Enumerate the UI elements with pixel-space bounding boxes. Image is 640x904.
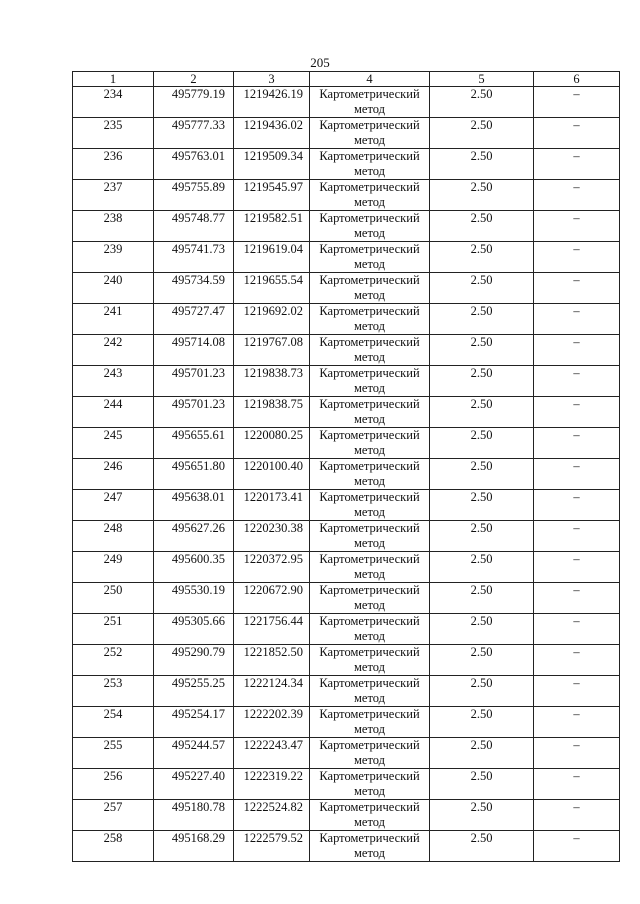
method-cell: Картометрический метод xyxy=(310,397,430,428)
method-cell: Картометрический метод xyxy=(310,583,430,614)
point-number-cell: 235 xyxy=(73,118,154,149)
method-cell: Картометрический метод xyxy=(310,552,430,583)
table-row xyxy=(73,490,620,521)
accuracy-cell: 2.50 xyxy=(430,707,534,738)
point-number-cell: 258 xyxy=(73,831,154,862)
table-row xyxy=(73,273,620,304)
table-row xyxy=(73,738,620,769)
x-coordinate-cell: 495734.59 xyxy=(154,273,234,304)
point-number-cell: 240 xyxy=(73,273,154,304)
y-coordinate-cell: 1219838.75 xyxy=(234,397,310,428)
point-number-cell: 239 xyxy=(73,242,154,273)
accuracy-cell: 2.50 xyxy=(430,397,534,428)
accuracy-cell: 2.50 xyxy=(430,676,534,707)
note-cell: – xyxy=(534,304,620,335)
column-header: 3 xyxy=(234,72,310,87)
accuracy-cell: 2.50 xyxy=(430,521,534,552)
table-row xyxy=(73,676,620,707)
y-coordinate-cell: 1222243.47 xyxy=(234,738,310,769)
table-row xyxy=(73,459,620,490)
point-number-cell: 243 xyxy=(73,366,154,397)
note-cell: – xyxy=(534,800,620,831)
point-number-cell: 247 xyxy=(73,490,154,521)
note-cell: – xyxy=(534,428,620,459)
page-number: 205 xyxy=(310,55,330,70)
x-coordinate-cell: 495741.73 xyxy=(154,242,234,273)
table-row xyxy=(73,242,620,273)
accuracy-cell: 2.50 xyxy=(430,831,534,862)
point-number-cell: 249 xyxy=(73,552,154,583)
point-number-cell: 245 xyxy=(73,428,154,459)
method-cell: Картометрический метод xyxy=(310,676,430,707)
note-cell: – xyxy=(534,149,620,180)
point-number-cell: 251 xyxy=(73,614,154,645)
column-header: 2 xyxy=(154,72,234,87)
x-coordinate-cell: 495638.01 xyxy=(154,490,234,521)
method-cell: Картометрический метод xyxy=(310,87,430,118)
x-coordinate-cell: 495627.26 xyxy=(154,521,234,552)
x-coordinate-cell: 495254.17 xyxy=(154,707,234,738)
method-cell: Картометрический метод xyxy=(310,831,430,862)
accuracy-cell: 2.50 xyxy=(430,118,534,149)
note-cell: – xyxy=(534,366,620,397)
table-row xyxy=(73,118,620,149)
table-row xyxy=(73,335,620,366)
y-coordinate-cell: 1219582.51 xyxy=(234,211,310,242)
note-cell: – xyxy=(534,335,620,366)
note-cell: – xyxy=(534,707,620,738)
method-cell: Картометрический метод xyxy=(310,118,430,149)
point-number-cell: 257 xyxy=(73,800,154,831)
note-cell: – xyxy=(534,87,620,118)
table-row xyxy=(73,428,620,459)
y-coordinate-cell: 1220672.90 xyxy=(234,583,310,614)
y-coordinate-cell: 1219692.02 xyxy=(234,304,310,335)
table-row xyxy=(73,87,620,118)
table-row xyxy=(73,304,620,335)
accuracy-cell: 2.50 xyxy=(430,149,534,180)
note-cell: – xyxy=(534,180,620,211)
method-cell: Картометрический метод xyxy=(310,521,430,552)
table-row xyxy=(73,707,620,738)
method-cell: Картометрический метод xyxy=(310,304,430,335)
column-header: 1 xyxy=(73,72,154,87)
method-cell: Картометрический метод xyxy=(310,614,430,645)
method-cell: Картометрический метод xyxy=(310,273,430,304)
x-coordinate-cell: 495305.66 xyxy=(154,614,234,645)
note-cell: – xyxy=(534,614,620,645)
x-coordinate-cell: 495714.08 xyxy=(154,335,234,366)
column-header: 6 xyxy=(534,72,620,87)
y-coordinate-cell: 1222124.34 xyxy=(234,676,310,707)
y-coordinate-cell: 1222319.22 xyxy=(234,769,310,800)
table-row xyxy=(73,614,620,645)
point-number-cell: 237 xyxy=(73,180,154,211)
method-cell: Картометрический метод xyxy=(310,645,430,676)
table-row xyxy=(73,552,620,583)
accuracy-cell: 2.50 xyxy=(430,459,534,490)
method-cell: Картометрический метод xyxy=(310,335,430,366)
accuracy-cell: 2.50 xyxy=(430,304,534,335)
point-number-cell: 252 xyxy=(73,645,154,676)
accuracy-cell: 2.50 xyxy=(430,614,534,645)
note-cell: – xyxy=(534,397,620,428)
table-row xyxy=(73,149,620,180)
method-cell: Картометрический метод xyxy=(310,769,430,800)
accuracy-cell: 2.50 xyxy=(430,583,534,614)
table-row xyxy=(73,800,620,831)
method-cell: Картометрический метод xyxy=(310,428,430,459)
y-coordinate-cell: 1222524.82 xyxy=(234,800,310,831)
note-cell: – xyxy=(534,676,620,707)
y-coordinate-cell: 1220372.95 xyxy=(234,552,310,583)
note-cell: – xyxy=(534,645,620,676)
y-coordinate-cell: 1219426.19 xyxy=(234,87,310,118)
point-number-cell: 236 xyxy=(73,149,154,180)
accuracy-cell: 2.50 xyxy=(430,645,534,676)
point-number-cell: 256 xyxy=(73,769,154,800)
note-cell: – xyxy=(534,552,620,583)
table-row xyxy=(73,366,620,397)
note-cell: – xyxy=(534,738,620,769)
point-number-cell: 250 xyxy=(73,583,154,614)
column-header: 4 xyxy=(310,72,430,87)
accuracy-cell: 2.50 xyxy=(430,428,534,459)
point-number-cell: 238 xyxy=(73,211,154,242)
note-cell: – xyxy=(534,490,620,521)
method-cell: Картометрический метод xyxy=(310,707,430,738)
note-cell: – xyxy=(534,459,620,490)
note-cell: – xyxy=(534,769,620,800)
x-coordinate-cell: 495755.89 xyxy=(154,180,234,211)
table-header-row xyxy=(73,72,620,87)
table-row xyxy=(73,583,620,614)
note-cell: – xyxy=(534,583,620,614)
accuracy-cell: 2.50 xyxy=(430,738,534,769)
y-coordinate-cell: 1222579.52 xyxy=(234,831,310,862)
accuracy-cell: 2.50 xyxy=(430,366,534,397)
accuracy-cell: 2.50 xyxy=(430,273,534,304)
coordinates-table xyxy=(72,71,620,862)
y-coordinate-cell: 1219838.73 xyxy=(234,366,310,397)
y-coordinate-cell: 1222202.39 xyxy=(234,707,310,738)
x-coordinate-cell: 495701.23 xyxy=(154,397,234,428)
x-coordinate-cell: 495227.40 xyxy=(154,769,234,800)
table-row xyxy=(73,521,620,552)
point-number-cell: 248 xyxy=(73,521,154,552)
note-cell: – xyxy=(534,242,620,273)
y-coordinate-cell: 1221852.50 xyxy=(234,645,310,676)
point-number-cell: 253 xyxy=(73,676,154,707)
accuracy-cell: 2.50 xyxy=(430,490,534,521)
x-coordinate-cell: 495180.78 xyxy=(154,800,234,831)
method-cell: Картометрический метод xyxy=(310,459,430,490)
x-coordinate-cell: 495290.79 xyxy=(154,645,234,676)
method-cell: Картометрический метод xyxy=(310,366,430,397)
method-cell: Картометрический метод xyxy=(310,149,430,180)
table-row xyxy=(73,831,620,862)
x-coordinate-cell: 495779.19 xyxy=(154,87,234,118)
x-coordinate-cell: 495701.23 xyxy=(154,366,234,397)
accuracy-cell: 2.50 xyxy=(430,180,534,211)
point-number-cell: 242 xyxy=(73,335,154,366)
y-coordinate-cell: 1219545.97 xyxy=(234,180,310,211)
point-number-cell: 244 xyxy=(73,397,154,428)
point-number-cell: 246 xyxy=(73,459,154,490)
table-row xyxy=(73,645,620,676)
table-row xyxy=(73,180,620,211)
point-number-cell: 255 xyxy=(73,738,154,769)
x-coordinate-cell: 495777.33 xyxy=(154,118,234,149)
method-cell: Картометрический метод xyxy=(310,738,430,769)
x-coordinate-cell: 495530.19 xyxy=(154,583,234,614)
y-coordinate-cell: 1219655.54 xyxy=(234,273,310,304)
x-coordinate-cell: 495655.61 xyxy=(154,428,234,459)
y-coordinate-cell: 1221756.44 xyxy=(234,614,310,645)
table-body xyxy=(73,87,620,862)
accuracy-cell: 2.50 xyxy=(430,800,534,831)
note-cell: – xyxy=(534,211,620,242)
column-header: 5 xyxy=(430,72,534,87)
x-coordinate-cell: 495651.80 xyxy=(154,459,234,490)
note-cell: – xyxy=(534,118,620,149)
note-cell: – xyxy=(534,831,620,862)
y-coordinate-cell: 1220100.40 xyxy=(234,459,310,490)
accuracy-cell: 2.50 xyxy=(430,335,534,366)
method-cell: Картометрический метод xyxy=(310,800,430,831)
x-coordinate-cell: 495727.47 xyxy=(154,304,234,335)
method-cell: Картометрический метод xyxy=(310,180,430,211)
table-row xyxy=(73,769,620,800)
point-number-cell: 234 xyxy=(73,87,154,118)
accuracy-cell: 2.50 xyxy=(430,87,534,118)
point-number-cell: 254 xyxy=(73,707,154,738)
note-cell: – xyxy=(534,273,620,304)
y-coordinate-cell: 1220173.41 xyxy=(234,490,310,521)
table-row xyxy=(73,211,620,242)
y-coordinate-cell: 1219436.02 xyxy=(234,118,310,149)
x-coordinate-cell: 495168.29 xyxy=(154,831,234,862)
accuracy-cell: 2.50 xyxy=(430,211,534,242)
y-coordinate-cell: 1219619.04 xyxy=(234,242,310,273)
method-cell: Картометрический метод xyxy=(310,242,430,273)
y-coordinate-cell: 1220230.38 xyxy=(234,521,310,552)
point-number-cell: 241 xyxy=(73,304,154,335)
y-coordinate-cell: 1219509.34 xyxy=(234,149,310,180)
x-coordinate-cell: 495244.57 xyxy=(154,738,234,769)
accuracy-cell: 2.50 xyxy=(430,769,534,800)
method-cell: Картометрический метод xyxy=(310,490,430,521)
x-coordinate-cell: 495600.35 xyxy=(154,552,234,583)
x-coordinate-cell: 495763.01 xyxy=(154,149,234,180)
method-cell: Картометрический метод xyxy=(310,211,430,242)
accuracy-cell: 2.50 xyxy=(430,242,534,273)
x-coordinate-cell: 495748.77 xyxy=(154,211,234,242)
table-row xyxy=(73,397,620,428)
x-coordinate-cell: 495255.25 xyxy=(154,676,234,707)
y-coordinate-cell: 1219767.08 xyxy=(234,335,310,366)
accuracy-cell: 2.50 xyxy=(430,552,534,583)
note-cell: – xyxy=(534,521,620,552)
y-coordinate-cell: 1220080.25 xyxy=(234,428,310,459)
